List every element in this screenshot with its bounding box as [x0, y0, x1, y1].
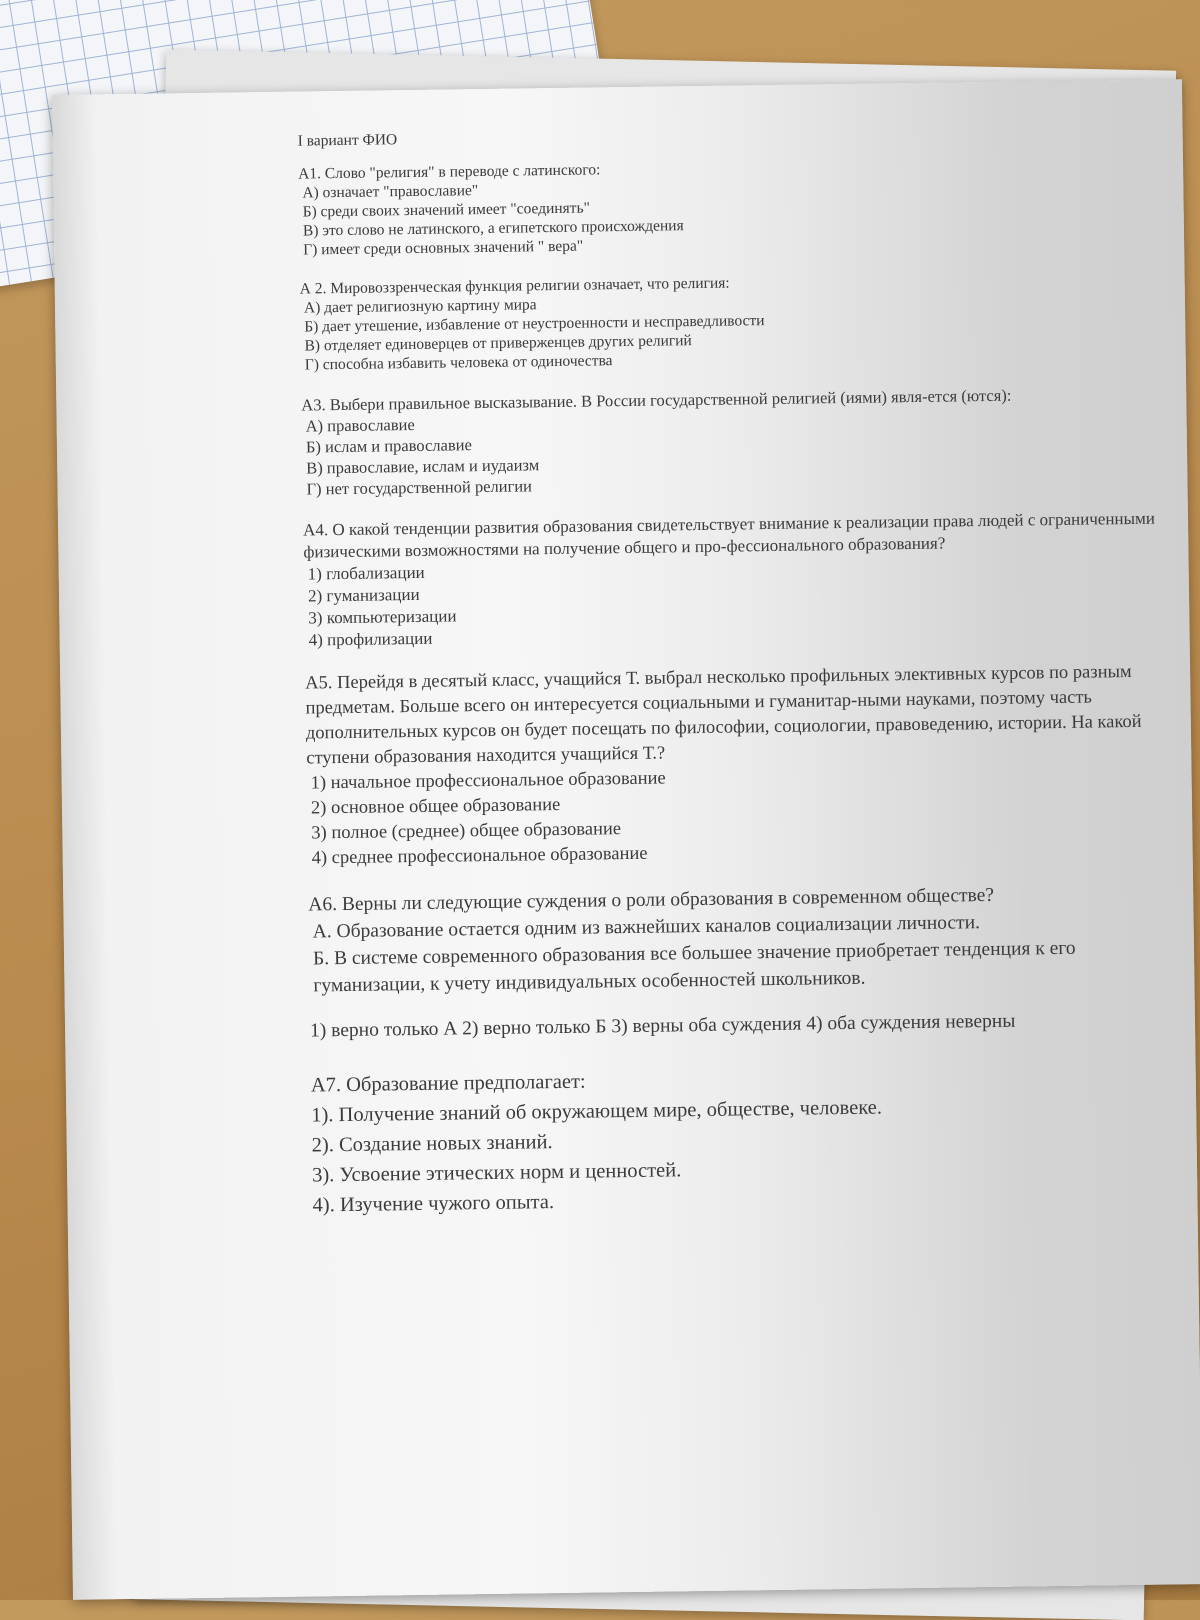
answer-option: 4) среднее профессиональное образование — [311, 843, 648, 869]
test-sheet — [52, 79, 1200, 1600]
question-text: А1. Слово "религия" в переводе с латинского: — [298, 161, 601, 183]
statement: Б. В системе современного образования все большее значение приобретает тенденция к его гуманизации, к учету индивидуальных особенностей школьников. — [312, 937, 1076, 997]
answer-option: 3). Усвоение этических норм и ценностей. — [311, 1159, 682, 1187]
answer-option: 3) полное (среднее) общее образование — [311, 819, 622, 844]
question-text: А4. О какой тенденции развития образования свидетельствует внимание к реализации права людей с ограниченными физическими возможностями на получение общего и про-фессионального образования? — [302, 508, 1155, 562]
sheet-content — [298, 120, 1173, 1241]
question-a1 — [298, 153, 1159, 260]
question-text: А6. Верны ли следующие суждения о роли образования в современном обществе? — [308, 884, 995, 916]
answer-option: 1). Получение знаний об окружающем мире, обществе, человеке. — [311, 1096, 883, 1127]
answer-option: 3) компьютеризации — [308, 606, 457, 628]
question-a4 — [303, 508, 1165, 652]
answer-option: 2) гуманизации — [307, 584, 420, 606]
answer-option: В) это слово не латинского, а египетского происхождения — [302, 217, 684, 240]
answer-option: А) дает религиозную картину мира — [303, 296, 537, 317]
answer-option: Б) ислам и православие — [305, 435, 472, 457]
question-text: А 2. Мировоззренческая функция религии означает, что религия: — [299, 274, 730, 298]
answer-option: Г) имеет среди основных значений " вера" — [303, 237, 584, 259]
answer-option: Г) нет государственной религии — [306, 476, 533, 499]
question-a2 — [300, 268, 1161, 375]
answer-option: 2) основное общее образование — [310, 794, 561, 819]
statement: А. Образование остается одним из важнейших каналов социализации личности. — [312, 912, 981, 943]
question-a7 — [311, 1058, 1173, 1220]
answer-option: А) означает "православие" — [302, 182, 479, 202]
answer-options-line: 1) верно только А 2) верно только Б 3) верны оба суждения 4) оба суждения неверны — [309, 1010, 1016, 1042]
answer-option: В) отделяет единоверцев от приверженцев других религий — [304, 332, 692, 355]
question-a5 — [305, 660, 1168, 872]
question-text: А3. Выбери правильное высказывание. В России государственной религией (иями) явля-ется (ются): — [301, 385, 1012, 415]
question-a6 — [308, 879, 1170, 1044]
answer-option: А) православие — [305, 414, 415, 436]
question-text: А7. Образование предполагает: — [310, 1070, 586, 1097]
answer-option: Г) способна избавить человека от одиночества — [304, 352, 613, 374]
answer-option: 1) начальное профессиональное образование — [310, 768, 666, 794]
answer-option: В) православие, ислам и иудаизм — [306, 455, 540, 478]
answer-option: 2). Создание новых знаний. — [311, 1131, 553, 1157]
question-text: А5. Перейдя в десятый класс, учащийся Т. выбрал несколько профильных элективных курсов по разным предметам. Больше всего он интересуется социальными и гуманитар-ными науками, поэтому часть дополнительных курсов он будет посещать по философии, социологии, правоведению, истории. На какой ступени образования находится учащийся Т.? — [305, 661, 1142, 769]
variant-title: I вариант ФИО — [297, 131, 398, 150]
answer-option: 4) профилизации — [308, 628, 433, 650]
answer-option: 1) глобализации — [307, 562, 425, 584]
question-a3 — [301, 383, 1162, 500]
answer-option: 4). Изучение чужого опыта. — [312, 1191, 555, 1217]
answer-option: Б) среди своих значений имеет "соединять" — [302, 199, 591, 221]
answer-option: Б) дает утешение, избавление от неустроенности и несправедливости — [304, 312, 765, 336]
